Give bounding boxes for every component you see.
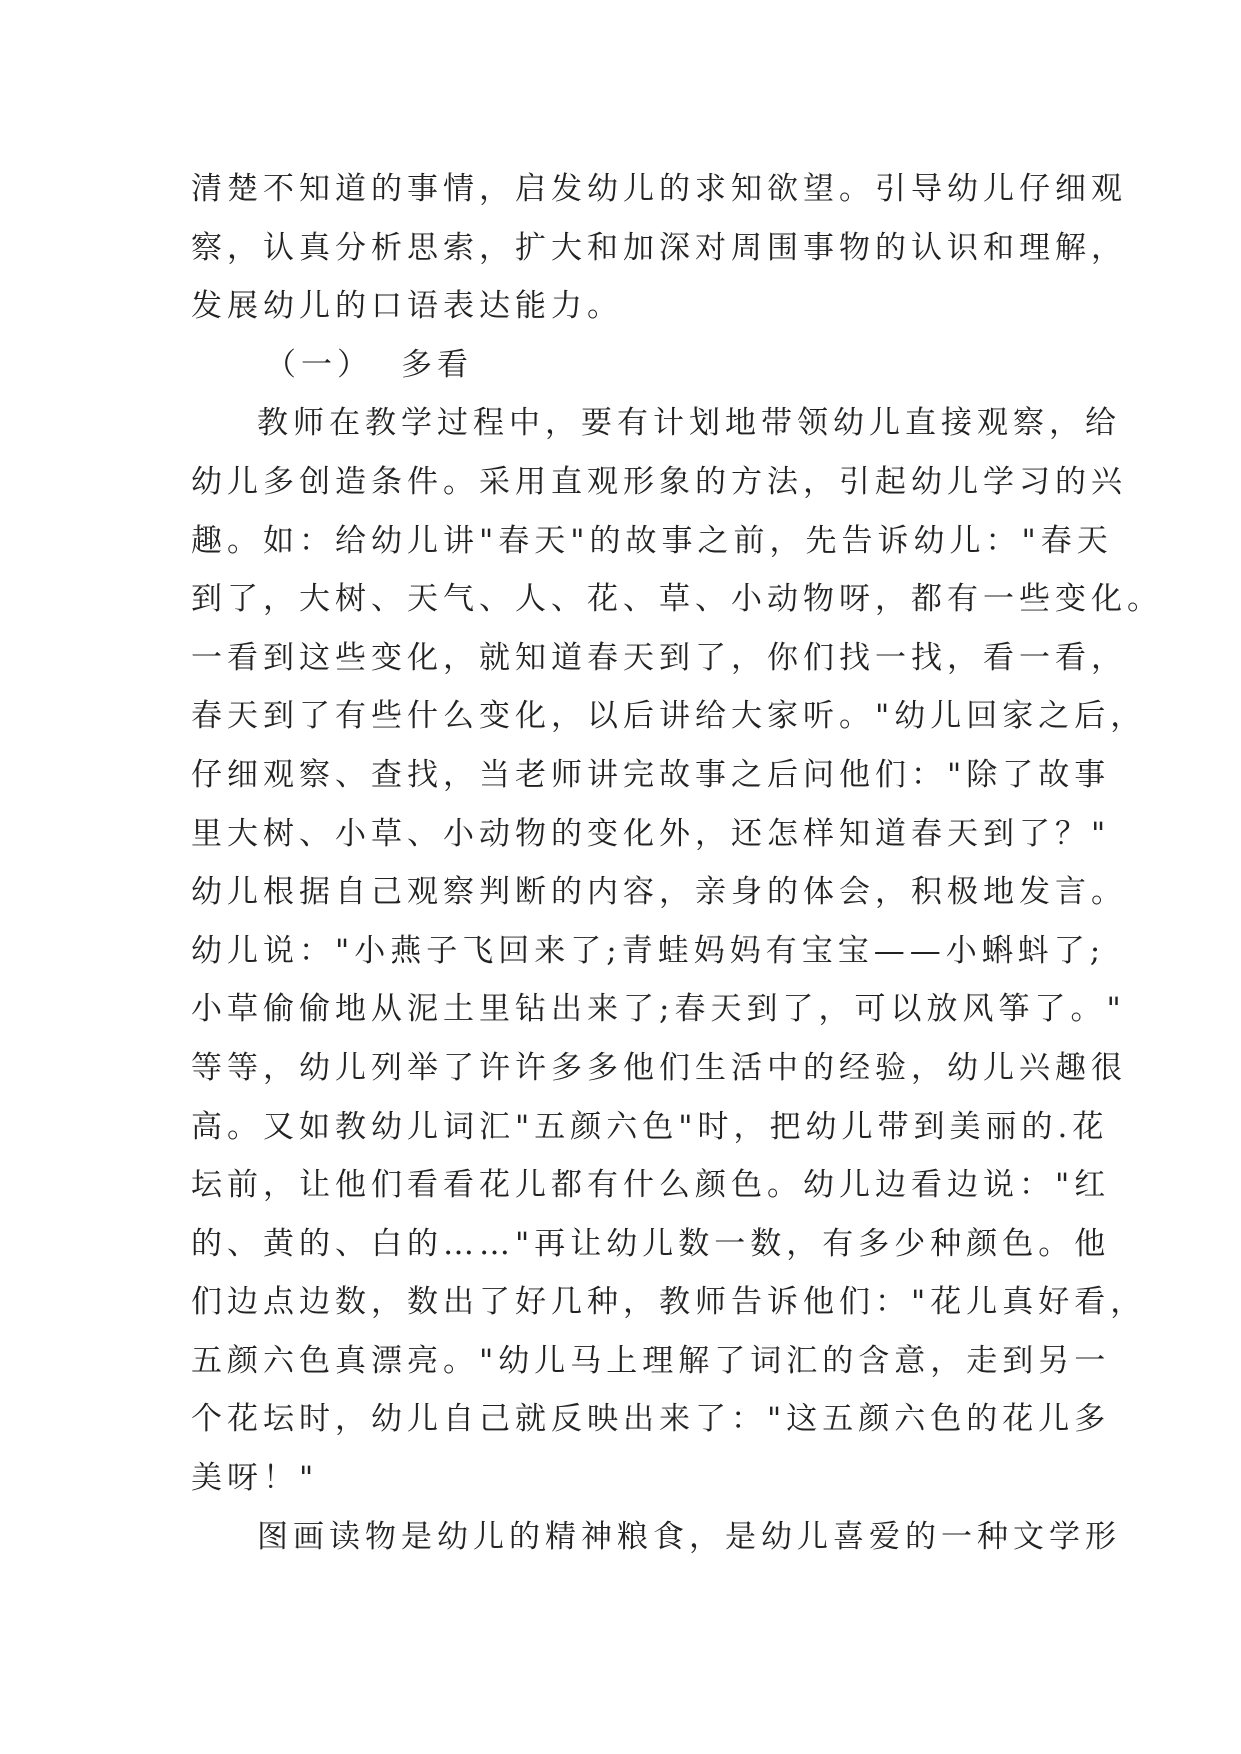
text-line: 等等，幼儿列举了许许多多他们生活中的经验，幼儿兴趣很	[191, 1049, 1127, 1086]
text-line: 春天到了有些什么变化，以后讲给大家听。"幼儿回家之后，	[191, 698, 1147, 735]
text-line: 幼儿说："小燕子飞回来了;青蛙妈妈有宝宝——小蝌蚪了;	[191, 932, 1106, 969]
text-line: 的、黄的、白的……"再让幼儿数一数，有多少种颜色。他	[191, 1225, 1111, 1262]
text-line: 里大树、小草、小动物的变化外，还怎样知道春天到了？"	[191, 815, 1111, 852]
text-line: 仔细观察、查找，当老师讲完故事之后问他们："除了故事	[191, 756, 1111, 793]
text-line: 们边点边数，数出了好几种，教师告诉他们："花儿真好看，	[191, 1284, 1147, 1321]
section-title: 多看	[401, 346, 473, 383]
text-line: 察，认真分析思索，扩大和加深对周围事物的认识和理解，	[191, 229, 1127, 266]
text-line: 教师在教学过程中，要有计划地带领幼儿直接观察，给	[257, 405, 1121, 442]
text-line: 幼儿根据自己观察判断的内容，亲身的体会，积极地发言。	[191, 874, 1127, 911]
text-line: 趣。如：给幼儿讲"春天"的故事之前，先告诉幼儿："春天	[191, 522, 1113, 559]
paragraph-3	[191, 1508, 1121, 1567]
text-line: 小草偷偷地从泥土里钻出来了;春天到了，可以放风筝了。"	[191, 991, 1126, 1028]
text-line: 到了，大树、天气、人、花、草、小动物呀，都有一些变化。	[191, 581, 1163, 618]
text-line: 五颜六色真漂亮。"幼儿马上理解了词汇的含意，走到另一	[191, 1342, 1111, 1379]
text-line: 个花坛时，幼儿自己就反映出来了："这五颜六色的花儿多	[191, 1401, 1111, 1438]
text-line: 高。又如教幼儿词汇"五颜六色"时，把幼儿带到美丽的.花	[191, 1108, 1109, 1145]
text-line: 美呀！"	[191, 1460, 319, 1497]
body-text	[191, 160, 1163, 1566]
text-line: 图画读物是幼儿的精神粮食，是幼儿喜爱的一种文学形	[257, 1518, 1121, 1555]
text-line: 幼儿多创造条件。采用直观形象的方法，引起幼儿学习的兴	[191, 463, 1127, 500]
text-line: 清楚不知道的事情，启发幼儿的求知欲望。引导幼儿仔细观	[191, 171, 1127, 207]
paragraph-1	[191, 160, 1127, 336]
text-line: 坛前，让他们看看花儿都有什么颜色。幼儿边看边说："红	[191, 1167, 1111, 1204]
section-number: （一）	[265, 346, 373, 383]
section-heading	[191, 336, 1051, 395]
paragraph-2	[191, 394, 1163, 1507]
text-line: 发展幼儿的口语表达能力。	[191, 288, 623, 325]
text-line: 一看到这些变化，就知道春天到了，你们找一找，看一看，	[191, 639, 1127, 676]
